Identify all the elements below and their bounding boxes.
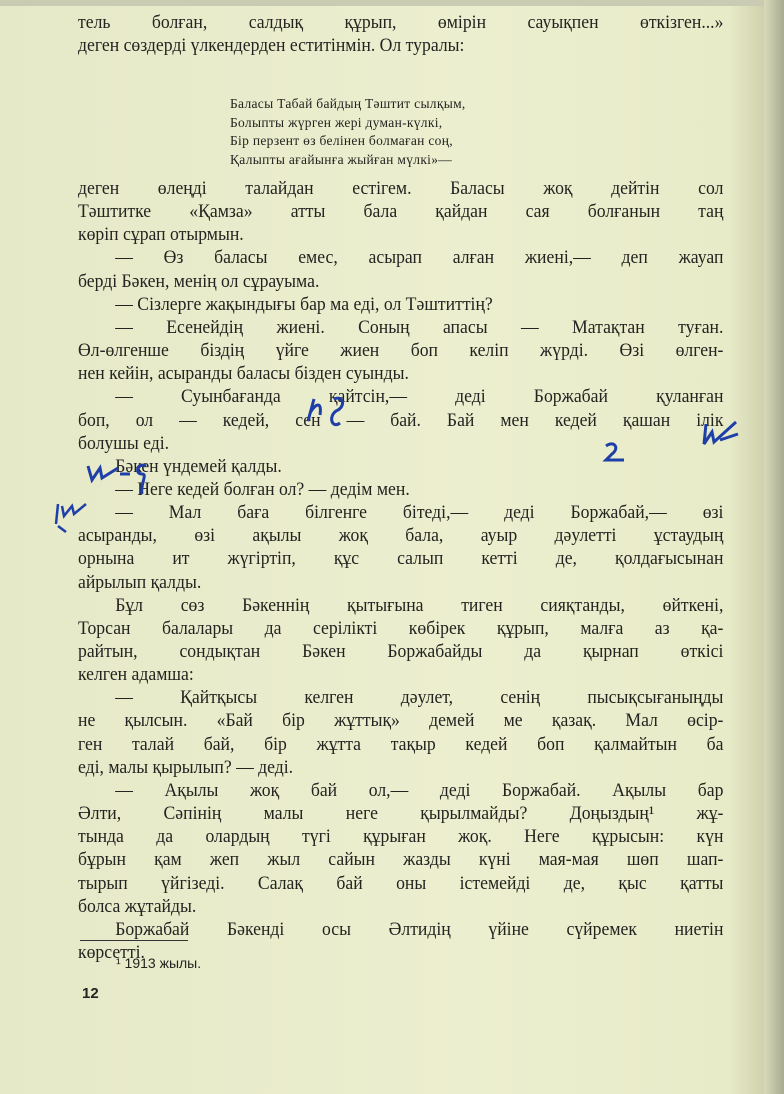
handwritten-margin-mark-icon — [700, 418, 740, 448]
scan-top-edge — [0, 0, 784, 6]
text-line: — Ақылы жоқ бай ол,— деді Боржабай. Ақылы бар — [115, 779, 724, 801]
text-line: тырып үйгізеді. Салақ бай оны істемейді де, қыс қатты — [78, 872, 724, 894]
handwritten-mark-icon — [300, 393, 360, 433]
handwritten-number-2-icon — [600, 440, 630, 464]
poem-line: Баласы Табай байдың Тәштит сылқым, — [230, 96, 466, 111]
text-line: — Өз баласы емес, асырап алған жиені,— деп жауап — [115, 247, 724, 269]
text-line: — Қайтқысы келген дәулет, сенің пысықсығаныңды — [115, 687, 724, 709]
text-line: бұрын қам жеп жыл сайын жазды күні мая-мая шөп шап- — [78, 849, 724, 871]
footnote-separator — [80, 940, 188, 941]
text-line: — Есенейдің жиені. Соның апасы — Матақтан туған. — [115, 316, 724, 338]
text-line: боп, ол — кедей, сен — бай. Бай мен кедей қашан ілік — [78, 409, 724, 431]
text-line: келген адамша: — [78, 664, 194, 686]
poem-line: Бір перзент өз белінен болмаған соң, — [230, 133, 453, 148]
text-line: Өл-өлгенше біздің үйге жиен боп келіп жүрді. Өзі өлген- — [78, 340, 724, 362]
text-line: Бұл сөз Бәкеннің қытығына тиген сияқтанды, өйткені, — [115, 594, 724, 616]
footnote: ¹ 1913 жылы. — [116, 955, 202, 971]
text-line: райтын, сондықтан Бәкен Боржабайды да қырнап өткісі — [78, 641, 724, 662]
text-line: — Мал бағa білгенге бітеді,— деді Боржабай,— өзі — [115, 502, 724, 524]
text-line: болса жұтайды. — [78, 895, 197, 917]
poem-line: Қалыпты ағайынға жыйған мүлкі»— — [230, 151, 453, 167]
text-line: Боржабай Бәкенді осы Әлтидің үйіне сүйремек ниетін — [115, 918, 724, 940]
handwritten-margin-mark-icon — [50, 500, 100, 534]
text-line: айрылып қалды. — [78, 571, 202, 593]
page-binding-edge — [764, 0, 784, 1094]
text-line: деген өлеңді талайдан естігем. Баласы жоқ дейтін сол — [78, 178, 724, 199]
text-line: — Сізлерге жақындығы бар ма еді, ол Тәштиттің? — [115, 293, 493, 315]
text-line: — Суынбағанда қайтсін,— деді Боржабай қуланған — [115, 386, 724, 408]
poem-line: Болыпты жүрген жері думан-күлкі, — [230, 114, 443, 130]
text-line: тель болған, салдық құрып, өмірін сауықпен өткізген...» — [78, 12, 724, 33]
text-line: еді, малы қырылып? — деді. — [78, 756, 294, 778]
text-line: берді Бәкен, менің ол сұрауыма. — [78, 270, 320, 292]
text-line: болушы еді. — [78, 432, 170, 454]
text-line: не қылсын. «Бай бір жұттық» демей ме қазақ. Мал өсір- — [78, 710, 724, 732]
text-line: орнына ит жүгіртіп, құс салып кетті де, қолдағысынан — [78, 548, 724, 570]
text-line: асыранды, өзі ақылы жоқ бала, ауыр дәулетті ұстаудың — [78, 525, 724, 547]
text-line: көріп сұрап отырмын. — [78, 224, 244, 246]
text-line: Торсан балалары да серілікті көбірек құрып, малға аз қа- — [78, 617, 724, 639]
text-line: Бәкен үндемей қалды. — [115, 455, 282, 477]
text-line: — Неге кедей болған ол? — дедім мен. — [115, 478, 410, 500]
text-line: тында да олардың түгі құрыған жоқ. Неге құрысын: күн — [78, 826, 724, 848]
text-line: Тәштитке «Қамза» атты бала қайдан сая болғанын таң — [78, 201, 724, 223]
page-number: 12 — [82, 985, 99, 1002]
text-line: көрсетті. — [78, 941, 145, 963]
text-line: нен кейін, асыранды баласы бізден суынды. — [78, 363, 409, 385]
text-line: Әлти, Сәпінің малы неге қырылмайды? Доңыздың¹ жұ- — [78, 803, 724, 825]
text-line: деген сөздерді үлкендерден еститінмін. Ол туралы: — [78, 35, 465, 57]
handwritten-margin-mark-icon — [84, 460, 164, 496]
text-line: ген талай бай, бір жұтта тақыр кедей боп қалмайтын ба — [78, 733, 724, 755]
